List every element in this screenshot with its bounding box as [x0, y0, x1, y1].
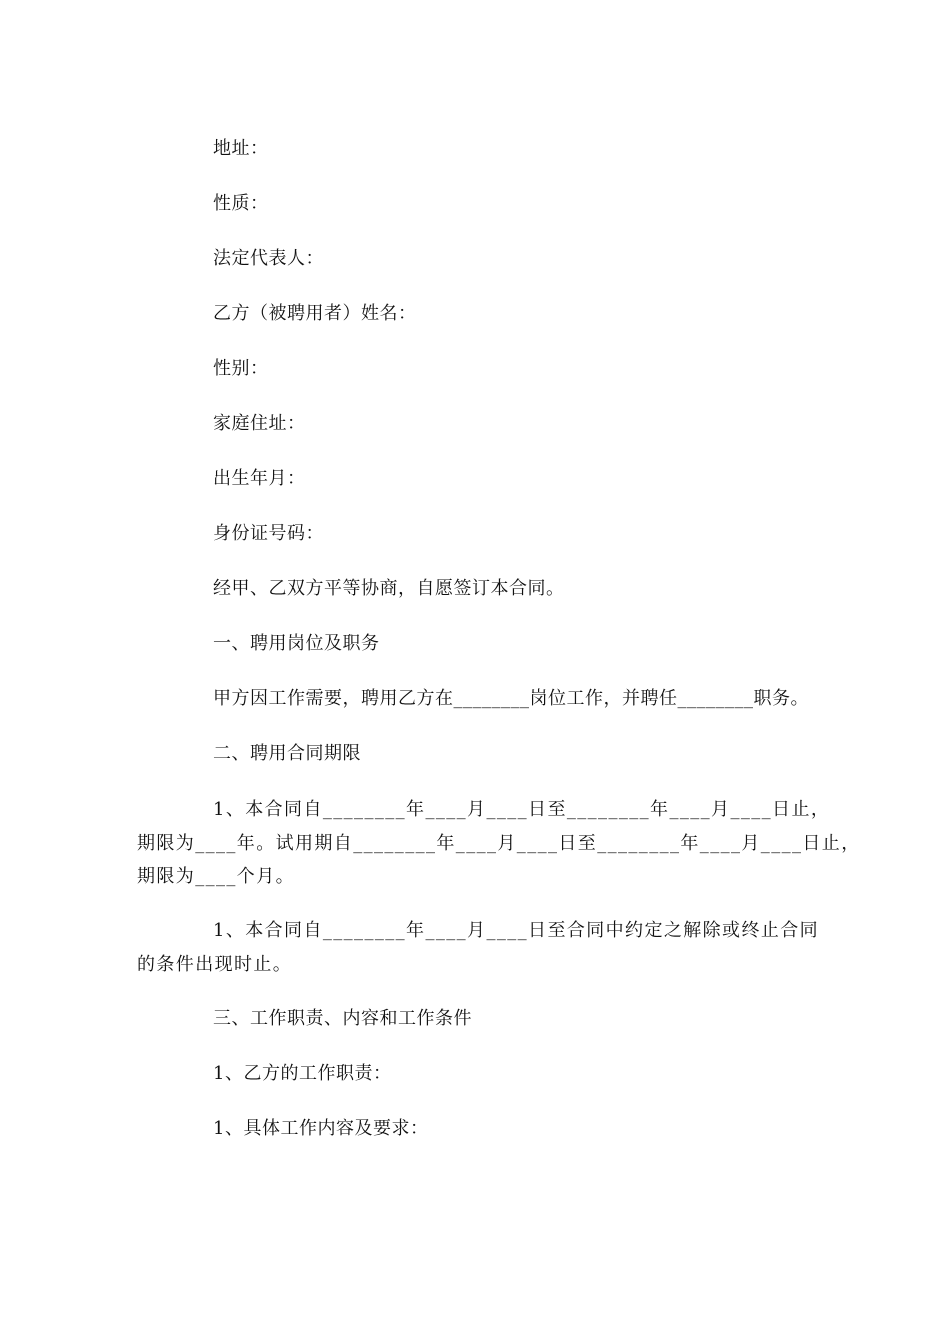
term-clause-line-1: 1、本合同自________年____月____日至________年____月____日止， [213, 799, 831, 820]
field-address: 地址： [213, 138, 269, 159]
field-party-b-name: 乙方（被聘用者）姓名： [213, 303, 417, 324]
work-content-item: 1、具体工作内容及要求： [213, 1118, 429, 1139]
term-clause-line-3: 期限为____个月。 [137, 866, 295, 887]
field-legal-representative: 法定代表人： [213, 248, 324, 269]
field-gender: 性别： [213, 358, 269, 379]
field-nature: 性质： [213, 193, 269, 214]
section-heading-2: 二、聘用合同期限 [213, 743, 361, 764]
duties-item: 1、乙方的工作职责： [213, 1063, 392, 1084]
term-clause-line-2: 期限为____年。试用期自________年____月____日至________年____月____日止， [137, 833, 861, 854]
field-birth-date: 出生年月： [213, 468, 306, 489]
position-clause: 甲方因工作需要，聘用乙方在________岗位工作，并聘任________职务。 [213, 688, 809, 709]
section-heading-1: 一、聘用岗位及职务 [213, 633, 380, 654]
field-home-address: 家庭住址： [213, 413, 306, 434]
term-clause-alt-line-1: 1、本合同自________年____月____日至合同中约定之解除或终止合同 [213, 920, 820, 941]
field-id-number: 身份证号码： [213, 523, 324, 544]
section-heading-3: 三、工作职责、内容和工作条件 [213, 1008, 472, 1029]
term-clause-alt-line-2: 的条件出现时止。 [137, 954, 293, 975]
agreement-statement: 经甲、乙双方平等协商，自愿签订本合同。 [213, 578, 565, 599]
